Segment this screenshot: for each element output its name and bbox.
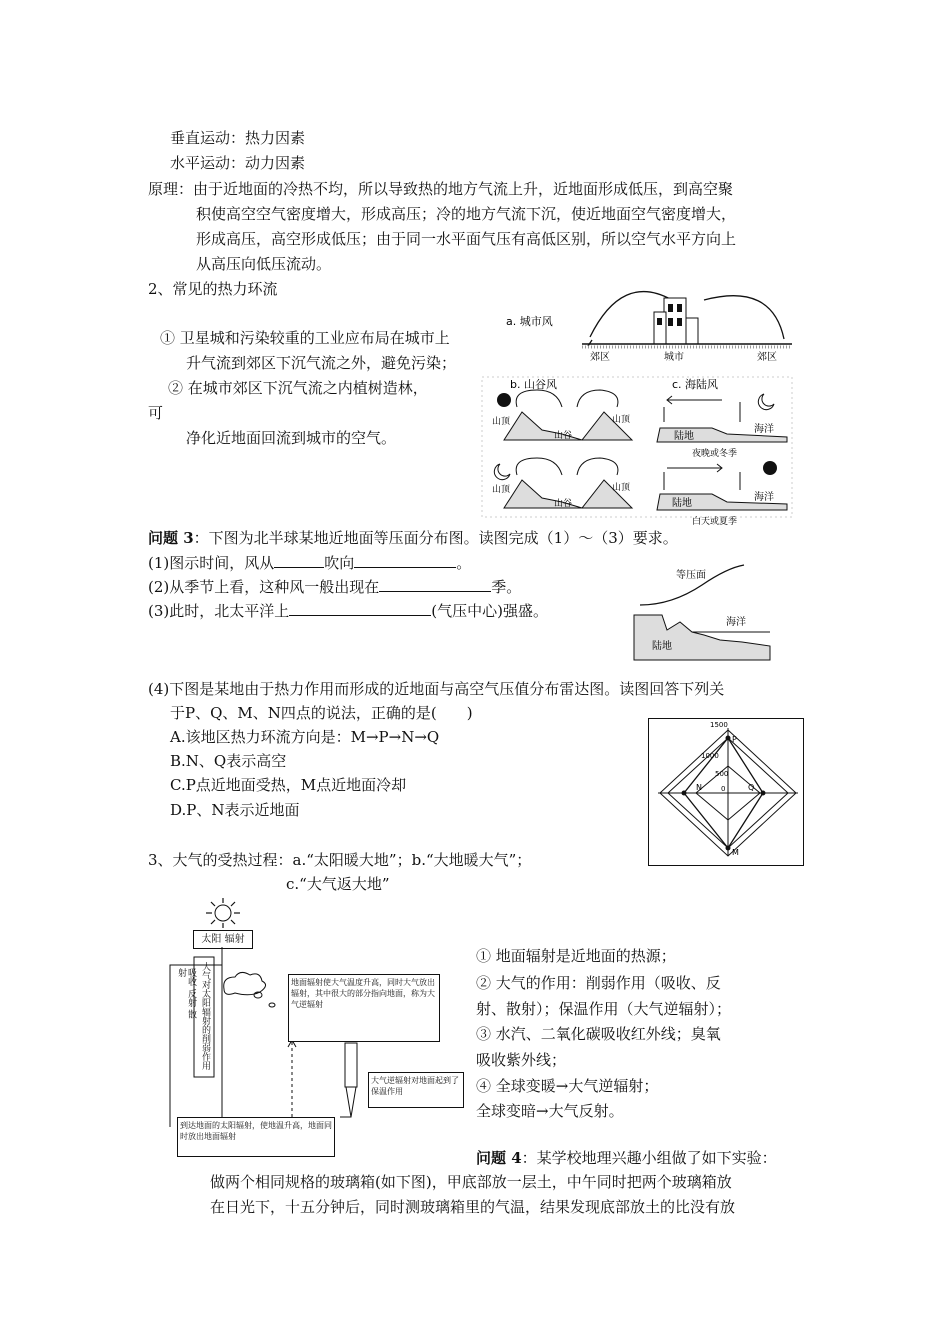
sea-land-wind-title: c. 海陆风 <box>672 378 719 391</box>
radar-tick-500: 500 <box>715 770 729 778</box>
q3-2-text-b: 季。 <box>491 578 522 596</box>
text-point-2b: 可 <box>148 404 164 422</box>
sun-radiation-label: 太阳 辐射 <box>193 930 253 949</box>
isobar-label: 等压面 <box>676 570 706 581</box>
q3-1-blank-a[interactable] <box>274 553 324 568</box>
q3-2-text: (2)从季节上看，这种风一般出现在 <box>148 578 380 596</box>
valley-wind-title: b. 山谷风 <box>510 378 557 391</box>
city-wind-title: a. 城市风 <box>506 315 553 328</box>
option-b[interactable]: B.N、Q表示高空 <box>170 752 287 770</box>
radar-label-q: Q <box>748 783 755 792</box>
sun-icon <box>203 898 243 928</box>
suburb-left-label: 郊区 <box>590 352 610 363</box>
q4-intro: ：某学校地理兴趣小组做了如下实验： <box>521 1149 777 1167</box>
radar-point-p <box>726 736 731 741</box>
text-vertical-motion: 垂直运动：热力因素 <box>170 129 306 147</box>
q3-item-3 <box>148 601 548 621</box>
peak-label-3: 山顶 <box>492 485 511 495</box>
weakening-effect-label: 大气对太阳辐射的削弱作用 <box>200 962 210 1070</box>
radar-tick-1000: 1000 <box>701 752 719 760</box>
radar-tick-0: 0 <box>721 785 726 793</box>
text-point-2c: 净化近地面回流到城市的空气。 <box>186 429 397 447</box>
q3-label: 问题 3 <box>148 529 194 547</box>
q3-intro: ：下图为北半球某地近地面等压面分布图。读图完成（1）～（3）要求。 <box>193 529 678 547</box>
q4-text-1: 做两个相同规格的玻璃箱(如下图)，甲底部放一层土，中午同时把两个玻璃箱放 <box>210 1173 732 1191</box>
day-label: 白天或夏季 <box>692 517 738 527</box>
q3-1-blank-b[interactable] <box>354 553 456 568</box>
text-horizontal-motion: 水平运动：动力因素 <box>170 154 306 172</box>
text-principle-3: 形成高压，高空形成低压；由于同一水平面气压有高低区别，所以空气水平方向上 <box>196 230 737 248</box>
radar-label-n: N <box>696 783 702 792</box>
land-label-1: 陆地 <box>674 431 694 442</box>
pressure-radar-figure <box>648 718 804 866</box>
q3-1-text: (1)图示时间，风从 <box>148 554 275 572</box>
absorb-reflect-scatter-labels: 吸收 反射 散射 <box>176 968 196 1019</box>
radar-point-q <box>761 791 766 796</box>
text-point-1a: ① 卫星城和污染较重的工业应布局在城市上 <box>160 329 450 347</box>
note-4b: 全球变暗→大气反射。 <box>476 1102 624 1120</box>
option-c[interactable]: C.P点近地面受热，M点近地面冷却 <box>170 776 407 794</box>
heading-heating-process-c: c.“大气返大地” <box>286 875 390 893</box>
text-principle-1: 原理：由于近地面的冷热不均，所以导致热的地方气流上升，近地面形成低压，到高空聚 <box>148 180 734 198</box>
valley-label-2: 山谷 <box>554 499 573 509</box>
note-2b: 射、散射）；保温作用（大气逆辐射）； <box>476 1000 732 1018</box>
heading-heating-process: 3、大气的受热过程：a.“太阳暖大地”；b.“大地暖大气”； <box>148 851 532 869</box>
note-3a: ③ 水汽、二氧化碳吸收红外线；臭氧 <box>476 1025 721 1043</box>
radar-label-p: P <box>732 735 737 744</box>
land-label: 陆地 <box>652 641 672 652</box>
q3-3-text: (3)此时，北太平洋上 <box>148 602 290 620</box>
q3-item-1 <box>148 553 471 573</box>
note-2a: ② 大气的作用：削弱作用（吸收、反 <box>476 974 721 992</box>
note-3b: 吸收紫外线； <box>476 1051 567 1069</box>
q4-text-2: 在日光下，十五分钟后，同时测玻璃箱里的气温，结果发现底部放土的比没有放 <box>210 1198 736 1216</box>
option-d[interactable]: D.P、N表示近地面 <box>170 801 300 819</box>
radar-tick-1500: 1500 <box>710 721 728 729</box>
note-4a: ④ 全球变暖→大气逆辐射； <box>476 1077 659 1095</box>
q4-label: 问题 4 <box>476 1149 522 1167</box>
atmospheric-counter-radiation-box: 地面辐射使大气温度升高，同时大气放出辐射，其中很大的部分指向地面，称为大气逆辐射 <box>288 974 440 1042</box>
peak-label-2: 山顶 <box>612 415 631 425</box>
q3-3-blank[interactable] <box>289 601 431 616</box>
suburb-right-label: 郊区 <box>757 352 777 363</box>
ocean-label-1: 海洋 <box>754 424 774 435</box>
option-a[interactable]: A.该地区热力环流方向是：M→P→N→Q <box>170 728 440 746</box>
q4-intro-line <box>476 1148 777 1168</box>
q3-intro-line <box>148 528 678 548</box>
thermal-circulation-figure <box>482 282 802 527</box>
radar-label-m: M <box>732 848 739 857</box>
q3-1-text-c: 。 <box>456 554 472 572</box>
q3-item-4b: 于P、Q、M、N四点的说法，正确的是( ) <box>170 704 473 722</box>
isobar-figure <box>632 560 772 670</box>
q3-1-text-b: 吹向 <box>324 554 355 572</box>
night-label: 夜晚或冬季 <box>692 449 738 459</box>
text-point-1b: 升气流到郊区下沉气流之外，避免污染； <box>186 354 457 372</box>
text-principle-4: 从高压向低压流动。 <box>196 255 332 273</box>
sea-label: 海洋 <box>726 617 746 628</box>
radar-point-n <box>682 791 687 796</box>
peak-label-4: 山顶 <box>612 483 631 493</box>
q3-3-text-b: (气压中心)强盛。 <box>431 602 548 620</box>
q3-item-2 <box>148 577 521 597</box>
q3-item-4a: (4)下图是某地由于热力作用而形成的近地面与高空气压值分布雷达图。读图回答下列关 <box>148 680 725 698</box>
ground-radiation-box: 到达地面的太阳辐射，使地温升高，地面同时放出地面辐射 <box>177 1117 335 1157</box>
insulation-effect-box: 大气逆辐射对地面起到了保温作用 <box>368 1072 464 1108</box>
text-principle-2: 积使高空空气密度增大，形成高压；冷的地方气流下沉，使近地面空气密度增大， <box>196 205 737 223</box>
radar-point-m <box>726 846 731 851</box>
note-1: ① 地面辐射是近地面的热源； <box>476 947 676 965</box>
land-label-2: 陆地 <box>672 498 692 509</box>
ocean-label-2: 海洋 <box>754 492 774 503</box>
heading-thermal-circulation: 2、常见的热力环流 <box>148 280 278 298</box>
peak-label-1: 山顶 <box>492 417 511 427</box>
city-label: 城市 <box>664 352 684 363</box>
q3-2-blank[interactable] <box>379 577 491 592</box>
text-point-2a: ② 在城市郊区下沉气流之内植树造林， <box>168 379 428 397</box>
valley-label-1: 山谷 <box>554 431 573 441</box>
